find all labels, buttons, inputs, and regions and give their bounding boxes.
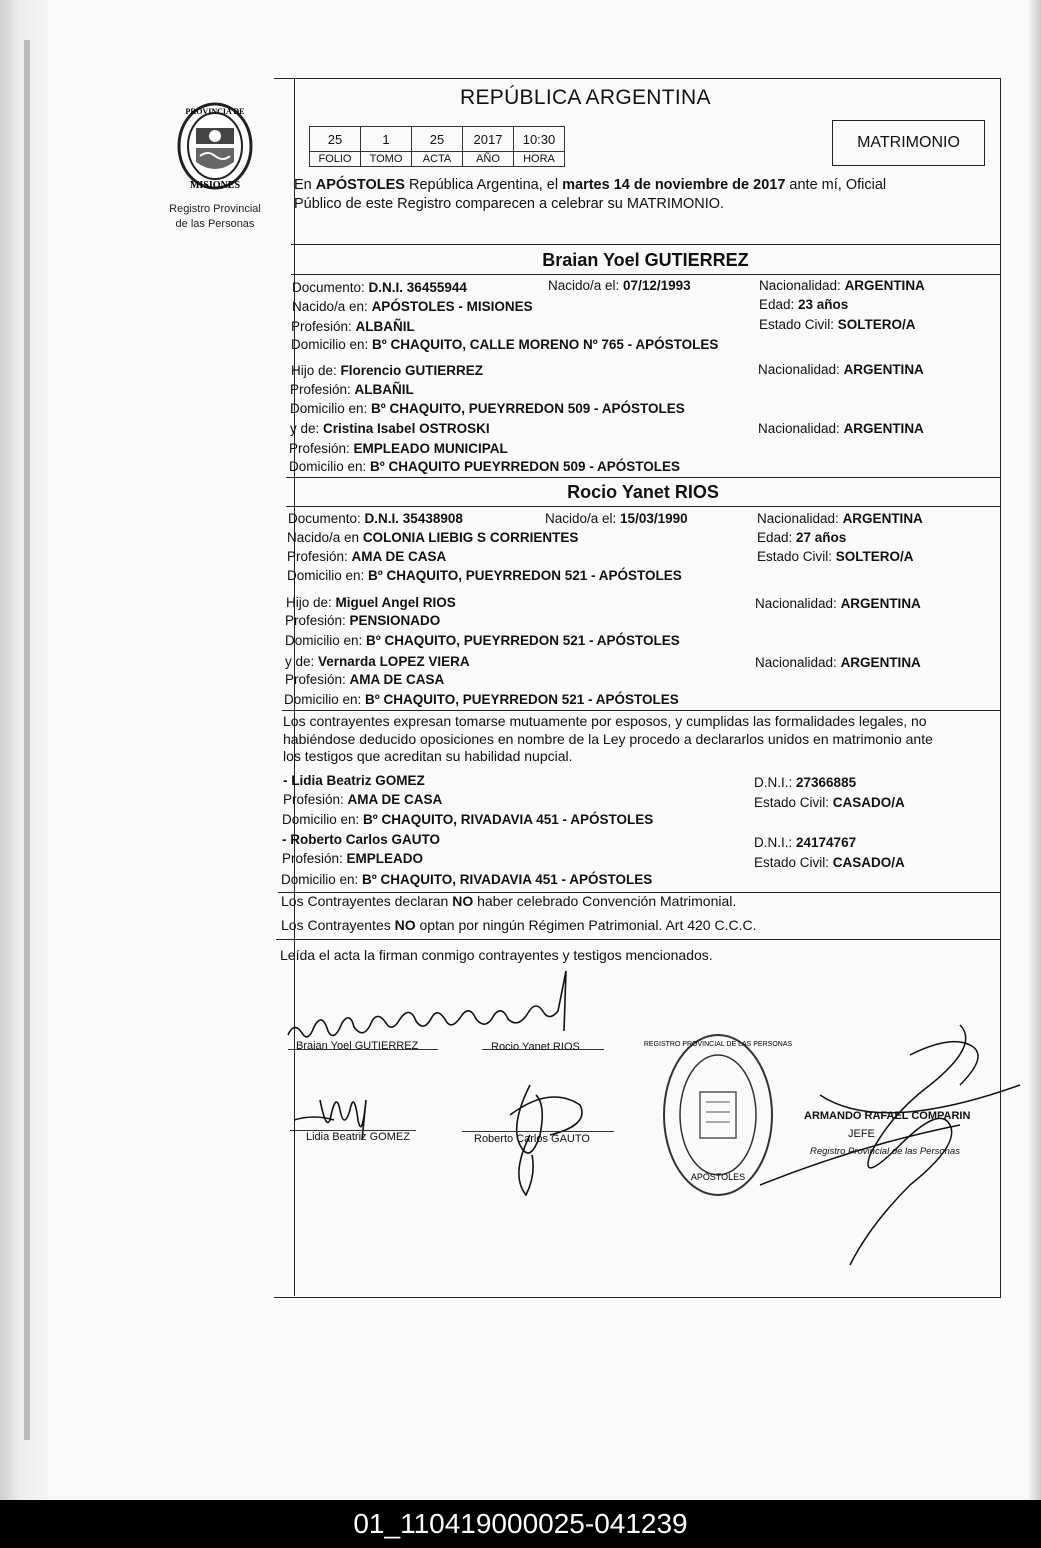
misiones-shield-icon: [170, 100, 260, 196]
groom-father-profesion: Profesión: ALBAÑIL: [290, 382, 414, 397]
declaration-line1: Los contrayentes expresan tomarse mutuamente por esposos, y cumplidas las formalidades legales, no: [283, 713, 927, 729]
groom-estado-civil: Estado Civil: SOLTERO/A: [759, 317, 916, 332]
witness1-name: - Lidia Beatriz GOMEZ: [283, 773, 425, 788]
anio-value: 2017: [463, 127, 514, 152]
acta-value: 25: [412, 127, 463, 152]
logo-caption-line1: Registro Provincial: [169, 203, 261, 215]
witness2-profesion: Profesión: EMPLEADO: [282, 851, 424, 866]
witness2-estado-civil: Estado Civil: CASADO/A: [754, 855, 905, 870]
declaration-line3: los testigos que acreditan su habilidad nupcial.: [283, 748, 573, 764]
groom-name: Braian Yoel GUTIERREZ: [542, 250, 749, 270]
acta-label: ACTA: [412, 152, 463, 167]
official-name-stamp: [800, 1108, 970, 1156]
groom-nacionalidad: Nacionalidad: ARGENTINA: [759, 278, 925, 293]
bride-nacionalidad: Nacionalidad: ARGENTINA: [757, 511, 923, 526]
declaration-line2: habiéndose deducido oposiciones en nombre de la Ley procedo a declararlos unidos en matrimonio ante: [283, 731, 933, 747]
folio-label: FOLIO: [310, 152, 361, 167]
bride-edad: Edad: 27 años: [757, 530, 847, 545]
svg-text:REGISTRO PROVINCIAL DE LAS PER: REGISTRO PROVINCIAL DE LAS PERSONAS: [643, 1041, 793, 1048]
logo-caption-line2: de las Personas: [175, 218, 255, 230]
divider-declaration: [282, 710, 1000, 711]
divider-groom-top: [291, 244, 1000, 245]
groom-nacido-en: Nacido/a en: APÓSTOLES - MISIONES: [292, 299, 533, 314]
divider-groom-header: [291, 274, 1000, 275]
bride-estado-civil: Estado Civil: SOLTERO/A: [757, 549, 914, 564]
tomo-label: TOMO: [361, 152, 412, 167]
bride-father-profesion: Profesión: PENSIONADO: [285, 613, 441, 628]
groom-mother-profesion: Profesión: EMPLEADO MUNICIPAL: [289, 441, 508, 456]
folio-value: 25: [310, 127, 361, 152]
convention-line2: Los Contrayentes NO optan por ningún Régimen Patrimonial. Art 420 C.C.C.: [281, 917, 757, 933]
groom-mother-name: y de: Cristina Isabel OSTROSKI: [290, 421, 490, 436]
document-title: REPÚBLICA ARGENTINA: [460, 86, 711, 109]
intro-line2: Público de este Registro comparecen a celebrar su MATRIMONIO.: [294, 196, 725, 212]
svg-text:MISIONES: MISIONES: [189, 180, 241, 191]
official-role: JEFE: [848, 1128, 875, 1140]
bride-father-nacionalidad: Nacionalidad: ARGENTINA: [755, 596, 921, 611]
bride-nacido-el: Nacido/a el: 15/03/1990: [545, 511, 688, 526]
divider-bride-header: [286, 506, 1000, 507]
groom-mother-domicilio: Domicilio en: Bº CHAQUITO PUEYRREDON 509 - APÓSTOLES: [289, 459, 681, 474]
groom-documento: Documento: D.N.I. 36455944: [292, 280, 467, 295]
intro-line1: En APÓSTOLES República Argentina, el martes 14 de noviembre de 2017 ante mí, Oficial: [294, 177, 887, 193]
groom-signature-label: Braian Yoel GUTIERREZ: [296, 1040, 419, 1052]
bride-documento: Documento: D.N.I. 35438908: [288, 511, 463, 526]
bride-signature-label: Rocio Yanet RIOS: [491, 1041, 580, 1053]
witness1-estado-civil: Estado Civil: CASADO/A: [754, 795, 905, 810]
witness1-dni: D.N.I.: 27366885: [754, 775, 857, 790]
bride-profesion: Profesión: AMA DE CASA: [287, 549, 447, 564]
bride-father-domicilio: Domicilio en: Bº CHAQUITO, PUEYRREDON 521 - APÓSTOLES: [285, 633, 680, 648]
bride-name: Rocio Yanet RIOS: [567, 482, 719, 502]
groom-nacido-el: Nacido/a el: 07/12/1993: [548, 278, 691, 293]
hora-label: HORA: [514, 152, 565, 167]
bride-mother-profesion: Profesión: AMA DE CASA: [285, 672, 445, 687]
groom-mother-nacionalidad: Nacionalidad: ARGENTINA: [758, 421, 924, 436]
witness1-domicilio: Domicilio en: Bº CHAQUITO, RIVADAVIA 451 - APÓSTOLES: [282, 812, 654, 827]
witness2-name: - Roberto Carlos GAUTO: [282, 832, 441, 847]
witness2-signature-label: Roberto Carlos GAUTO: [474, 1133, 590, 1145]
tomo-value: 1: [361, 127, 412, 152]
witness1-signature-label: Lidia Beatriz GOMEZ: [306, 1131, 410, 1143]
groom-father-domicilio: Domicilio en: Bº CHAQUITO, PUEYRREDON 509 - APÓSTOLES: [290, 401, 685, 416]
svg-text:APÓSTOLES: APÓSTOLES: [690, 1172, 746, 1182]
groom-domicilio: Domicilio en: Bº CHAQUITO, CALLE MORENO Nº 765 - APÓSTOLES: [291, 337, 719, 352]
groom-edad: Edad: 23 años: [759, 297, 849, 312]
witness1-profesion: Profesión: AMA DE CASA: [283, 792, 443, 807]
svg-text:PROVINCIA DE: PROVINCIA DE: [185, 107, 245, 116]
official-name: ARMANDO RAFAEL COMPARIN: [804, 1110, 971, 1122]
bride-mother-name: y de: Vernarda LOPEZ VIERA: [285, 654, 470, 669]
closing-statement: Leída el acta la firman conmigo contrayentes y testigos mencionados.: [280, 947, 713, 963]
scan-footer-code: 01_110419000025-041239: [0, 1500, 1041, 1548]
groom-father-name: Hijo de: Florencio GUTIERREZ: [291, 363, 484, 378]
bride-nacido-en: Nacido/a en COLONIA LIEBIG S CORRIENTES: [287, 530, 579, 545]
official-org: Registro Provincial de las Personas: [810, 1146, 960, 1157]
groom-profesion: Profesión: ALBAÑIL: [291, 319, 415, 334]
divider-bride-top: [286, 477, 1000, 478]
act-type-box: MATRIMONIO: [832, 120, 985, 166]
province-seal-logo: [160, 100, 270, 231]
bride-father-name: Hijo de: Miguel Angel RIOS: [286, 595, 456, 610]
witness2-domicilio: Domicilio en: Bº CHAQUITO, RIVADAVIA 451 - APÓSTOLES: [281, 872, 653, 887]
bride-mother-domicilio: Domicilio en: Bº CHAQUITO, PUEYRREDON 521 - APÓSTOLES: [284, 692, 679, 707]
bride-domicilio: Domicilio en: Bº CHAQUITO, PUEYRREDON 521 - APÓSTOLES: [287, 568, 682, 583]
bride-mother-nacionalidad: Nacionalidad: ARGENTINA: [755, 655, 921, 670]
page-right-edge: [1029, 0, 1041, 1500]
divider-closing: [276, 939, 1000, 940]
groom-father-nacionalidad: Nacionalidad: ARGENTINA: [758, 362, 924, 377]
hora-value: 10:30: [514, 127, 565, 152]
registry-fields-table: [309, 126, 565, 167]
binding-shadow: [24, 40, 30, 1440]
witness2-signature-line: [462, 1131, 614, 1132]
convention-line1: Los Contrayentes declaran NO haber celebrado Convención Matrimonial.: [281, 893, 737, 909]
anio-label: AÑO: [463, 152, 514, 167]
witness2-dni: D.N.I.: 24174767: [754, 835, 857, 850]
